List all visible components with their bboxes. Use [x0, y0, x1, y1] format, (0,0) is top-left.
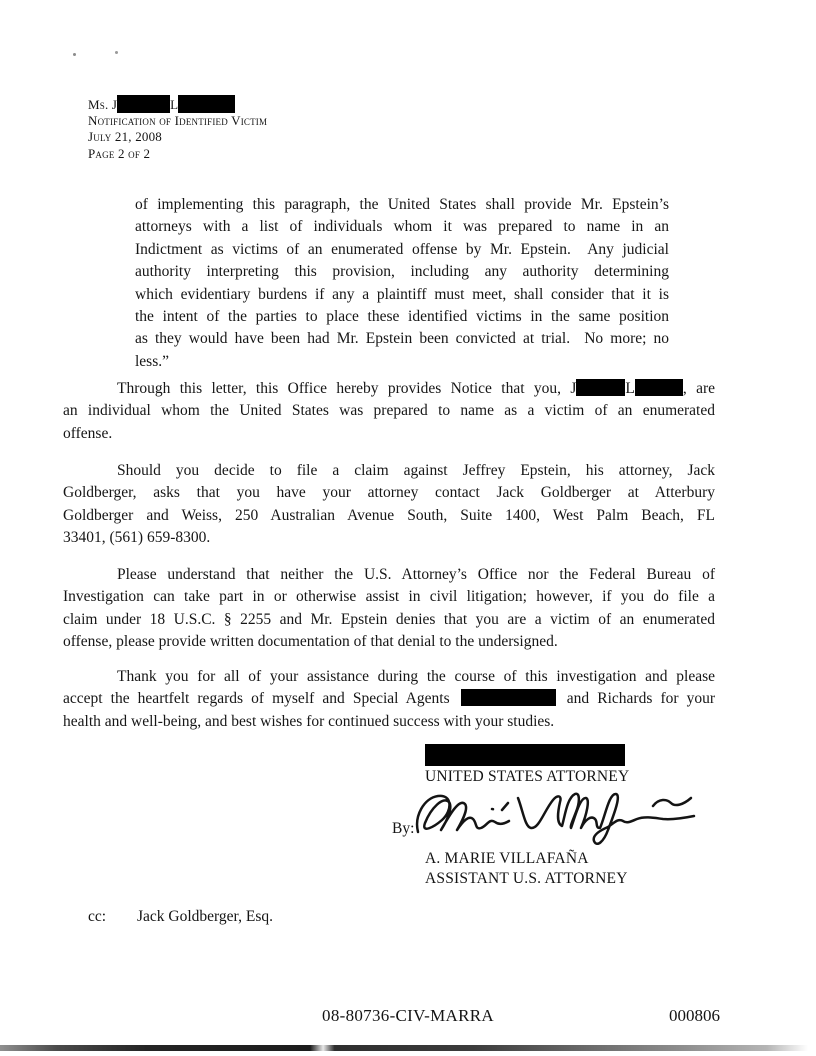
redaction-bar	[425, 744, 625, 766]
text-line: attorneys with a list of individuals whom it was prepared to name in an	[135, 218, 669, 236]
notice-post: , are	[682, 380, 715, 397]
text-line: health and well-being, and best wishes for continued success with your studies.	[63, 712, 555, 730]
text-line: Goldberger and Weiss, 250 Australian Avenue South, Suite 1400, West Palm Beach, FL	[63, 506, 715, 524]
header-subject: Notification of Identified Victim	[88, 113, 268, 129]
text-line: Goldberger, asks that you have your attorney contact Jack Goldberger at Atterbury	[63, 484, 715, 502]
text-line: authority interpreting this provision, including any authority determining	[135, 263, 669, 281]
notice-mid: L	[625, 380, 635, 397]
text-line	[63, 378, 715, 400]
case-number: 08-80736-CIV-MARRA	[322, 1006, 494, 1025]
letter-header	[88, 95, 267, 162]
text-line	[63, 666, 715, 688]
text-line: claim under 18 U.S.C. § 2255 and Mr. Epstein denies that you are a victim of an enumerated	[63, 610, 715, 628]
signature-name: A. MARIE VILLAFAÑA	[425, 850, 589, 867]
recipient-middle: L	[170, 97, 179, 112]
notice-paragraph	[63, 378, 715, 445]
thanks-paragraph	[63, 666, 715, 733]
text-line: which evidentiary burdens if any a plaintiff must meet, shall consider that it is	[135, 285, 669, 303]
thanks-line1: Thank you for all of your assistance during the course of this investigation and please	[117, 668, 715, 685]
scan-edge-strip	[0, 1045, 816, 1051]
signature-office: UNITED STATES ATTORNEY	[425, 768, 630, 785]
redaction-bar	[117, 95, 170, 113]
thanks-post: and Richards for your	[566, 690, 716, 708]
text-line: Indictment as victims of an enumerated offense by Mr. Epstein. Any judicial	[135, 240, 669, 258]
text-line: less.”	[135, 352, 170, 370]
claim-paragraph	[63, 460, 715, 550]
text-line: offense, please provide written documentation of that denial to the undersigned.	[63, 633, 558, 651]
recipient-prefix: Ms. J	[88, 97, 118, 112]
text-line	[63, 460, 715, 482]
signature-by-label: By:	[392, 820, 415, 837]
recipient-line	[88, 95, 267, 113]
header-page-label: Page 2 of 2	[88, 145, 151, 161]
redaction-bar	[461, 689, 556, 706]
scan-speck	[115, 51, 118, 54]
text-line: the intent of the parties to place these identified victims in the same position	[135, 307, 669, 325]
header-date: July 21, 2008	[88, 129, 163, 145]
cc-label: cc:	[88, 908, 107, 925]
text-line: an individual whom the United States was prepared to name as a victim of an enumerated	[63, 402, 715, 420]
text-line: Investigation can take part in or otherwise assist in civil litigation; however, if you do file a	[63, 588, 715, 606]
cc-recipient: Jack Goldberger, Esq.	[137, 908, 273, 925]
text-line: 33401, (561) 659-8300.	[63, 529, 211, 547]
notice-pre: Through this letter, this Office hereby provides Notice that you, J	[117, 380, 577, 397]
text-line: of implementing this paragraph, the United States shall provide Mr. Epstein’s	[135, 196, 669, 213]
quote-paragraph	[135, 194, 669, 373]
text-line	[63, 688, 715, 710]
text-line: offense.	[63, 424, 113, 442]
text-line	[63, 564, 715, 586]
text-line: as they would have been had Mr. Epstein been convicted at trial. No more; no	[135, 330, 669, 348]
redaction-bar	[576, 379, 625, 396]
claim-line1: Should you decide to file a claim against Jeffrey Epstein, his attorney, Jack	[117, 462, 715, 479]
signature-title: ASSISTANT U.S. ATTORNEY	[425, 870, 628, 887]
understand-line1: Please understand that neither the U.S. Attorney’s Office nor the Federal Bureau of	[117, 566, 715, 583]
bates-number: 000806	[669, 1006, 720, 1025]
signature-handwriting	[408, 786, 708, 852]
understand-paragraph	[63, 564, 715, 654]
thanks-pre: accept the heartfelt regards of myself and Special Agents	[63, 690, 450, 708]
redaction-bar	[178, 95, 235, 113]
redaction-bar	[635, 379, 683, 396]
scan-speck	[73, 53, 76, 56]
